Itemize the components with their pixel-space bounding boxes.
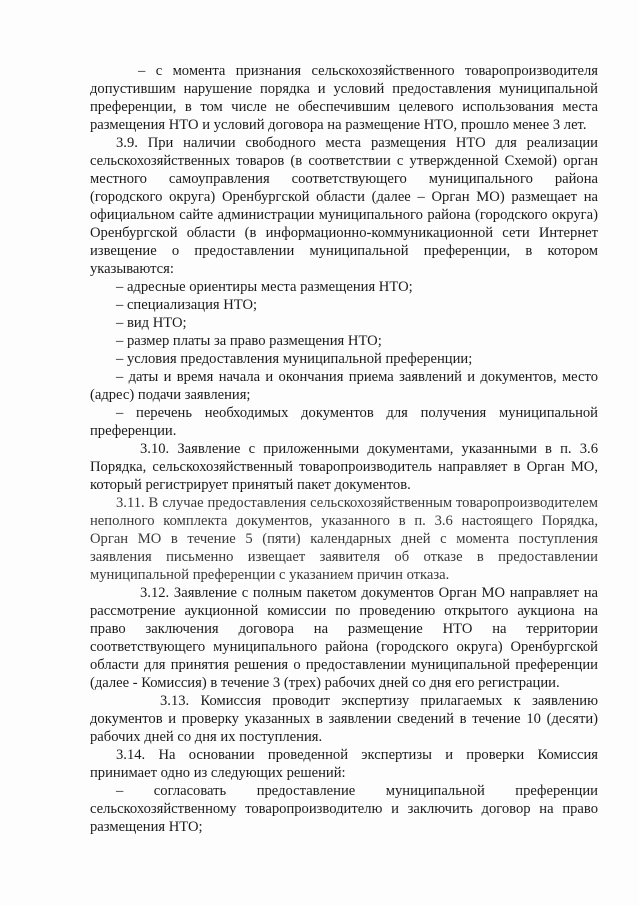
- list-item: – даты и время начала и окончания приема заявлений и документов, место (адрес) подачи заявления;: [90, 369, 598, 403]
- paragraph-3-9: 3.9. При наличии свободного места размещения НТО для реализации сельскохозяйственных товаров (в соответствии с утвержденной Схемой) орган местного самоуправления соответствующего муниципального района (городского округа) Оренбургской области (далее – Орган МО) размещает на официальном сайте администрации муниципального района (городского округа) Оренбургской области (в информационно-коммуникационной сети Интернет извещение о предоставлении муниципальной преференции, в котором указываются:: [90, 135, 598, 277]
- list-item: – перечень необходимых документов для получения муниципальной преференции.: [90, 405, 598, 439]
- paragraph-intro: – с момента признания сельскохозяйственного товаропроизводителя допустившим нарушение порядка и условий предоставления муниципальной преференции, в том числе не обеспечившим целевого использования места размещения НТО и условий договора на размещение НТО, прошло менее 3 лет.: [90, 63, 598, 133]
- paragraph-3-13: 3.13. Комиссия проводит экспертизу прилагаемых к заявлению документов и проверку указанных в заявлении сведений в течение 10 (десяти) рабочих дней со дня их поступления.: [90, 693, 598, 745]
- list-item: – специализация НТО;: [116, 297, 258, 313]
- list-item: – условия предоставления муниципальной преференции;: [116, 351, 473, 367]
- paragraph-3-14: 3.14. На основании проведенной экспертизы и проверки Комиссия принимает одно из следующих решений:: [90, 747, 598, 781]
- paragraph-3-11: 3.11. В случае предоставления сельскохозяйственным товаропроизводителем неполного комплекта документов, указанного в п. 3.6 настоящего Порядка, Орган МО в течение 5 (пяти) календарных дней с момента поступления заявления письменно извещает заявителя об отказе в предоставлении муниципальной преференции с указанием причин отказа.: [90, 495, 598, 583]
- list-item: – вид НТО;: [116, 315, 187, 331]
- paragraph-3-12: 3.12. Заявление с полным пакетом документов Орган МО направляет на рассмотрение аукционной комиссии по проведению открытого аукциона на право заключения договора на размещение НТО на территории соответствующего муниципального района (городского округа) Оренбургской области для принятия решения о предоставлении муниципальной преференции (далее - Комиссия) в течение 3 (трех) рабочих дней со дня его регистрации.: [90, 585, 598, 691]
- list-item: – размер платы за право размещения НТО;: [116, 333, 382, 349]
- list-item: – согласовать предоставление муниципальной преференции сельскохозяйственному товаропроизводителю и заключить договор на право размещения НТО;: [90, 783, 598, 835]
- document-body: [90, 62, 598, 836]
- list-item: – адресные ориентиры места размещения НТО;: [116, 279, 413, 295]
- paragraph-3-10: 3.10. Заявление с приложенными документами, указанными в п. 3.6 Порядка, сельскохозяйственный товаропроизводитель направляет в Орган МО, который регистрирует принятый пакет документов.: [90, 441, 598, 493]
